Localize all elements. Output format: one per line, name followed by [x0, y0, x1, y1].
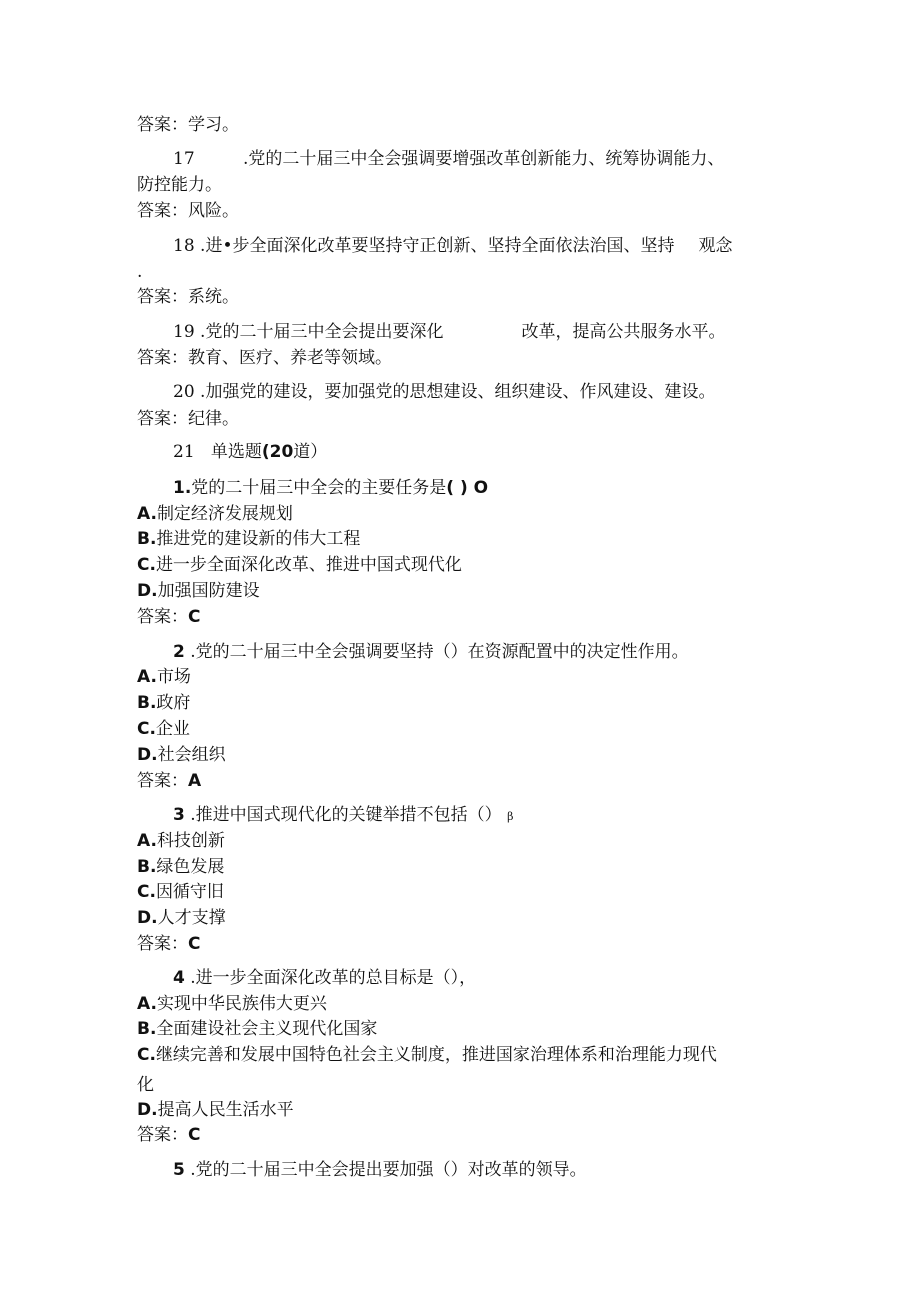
option-text: 提高人民生活水平	[157, 1100, 294, 1120]
q17-answer: 答案：风险。	[137, 201, 239, 221]
option-label: B.	[137, 1019, 157, 1039]
option-text: 推进党的建设新的伟大工程	[156, 529, 361, 549]
option-text: 绿色发展	[156, 857, 225, 877]
mc-q3-number: 3	[173, 805, 185, 825]
mc-q1	[173, 477, 488, 499]
option-label: A.	[137, 504, 157, 524]
section-heading	[173, 441, 327, 463]
mc-q4-option-c	[137, 1044, 717, 1066]
mc-q1-option-b	[137, 528, 360, 550]
mc-q4	[173, 967, 476, 989]
option-text: 人才支撑	[157, 908, 226, 928]
mc-q3-trail: β	[507, 810, 514, 823]
option-label: D.	[137, 581, 158, 601]
mc-q1-paren: ( ) O	[446, 478, 489, 498]
mc-q1-text: 党的二十届三中全会的主要任务是	[191, 478, 447, 498]
section-number: 21	[173, 442, 195, 462]
mc-q2-option-c	[137, 718, 190, 740]
q17-text: .党的二十届三中全会强调要增强改革创新能力、统筹协调能力、	[243, 149, 725, 169]
mc-q4-option-c-cont: 化	[137, 1075, 154, 1095]
mc-q2-text: .党的二十届三中全会强调要坚持（）在资源配置中的决定性作用。	[190, 642, 689, 662]
mc-q3-option-b	[137, 856, 224, 878]
mc-q1-option-d	[137, 580, 260, 602]
answer-value: C	[188, 934, 201, 954]
q20-question	[173, 381, 715, 403]
q19-question	[173, 321, 725, 343]
option-label: C.	[137, 882, 156, 902]
answer-label: 答案：	[137, 1125, 188, 1145]
mc-q2	[173, 641, 689, 663]
section-count: (20	[261, 442, 294, 462]
mc-q1-answer	[137, 606, 200, 628]
option-text: 社会组织	[157, 745, 226, 765]
q20-number: 20	[173, 382, 195, 402]
mc-q2-answer	[137, 770, 201, 792]
option-text: 政府	[156, 693, 191, 713]
option-label: D.	[137, 745, 158, 765]
q17-number: 17	[173, 149, 195, 169]
mc-q4-option-d	[137, 1099, 294, 1121]
q16-answer: 答案：学习。	[137, 115, 239, 135]
mc-q3-option-d	[137, 907, 226, 929]
mc-q3	[173, 804, 513, 828]
option-text: 科技创新	[156, 831, 225, 851]
option-text: 市场	[156, 667, 191, 687]
option-label: B.	[137, 857, 157, 877]
mc-q4-text: .进一步全面深化改革的总目标是（），	[190, 968, 477, 988]
option-text: 继续完善和发展中国特色社会主义制度，推进国家治理体系和治理能力现代	[155, 1045, 717, 1065]
option-label: D.	[137, 908, 158, 928]
option-text: 实现中华民族伟大更兴	[156, 994, 327, 1014]
mc-q5-number: 5	[173, 1160, 185, 1180]
answer-value: C	[188, 1125, 201, 1145]
q20-text: .加强党的建设，要加强党的思想建设、组织建设、作风建设、建设。	[200, 382, 716, 402]
mc-q5	[173, 1159, 587, 1181]
answer-value: A	[188, 771, 202, 791]
section-title: 单选题	[210, 442, 262, 462]
mc-q4-option-b	[137, 1018, 377, 1040]
option-text: 企业	[155, 719, 190, 739]
mc-q1-option-c	[137, 554, 462, 576]
option-label: A.	[137, 994, 157, 1014]
mc-q1-number: 1.	[173, 478, 192, 498]
answer-label: 答案：	[137, 607, 188, 627]
option-label: D.	[137, 1100, 158, 1120]
mc-q4-option-a	[137, 993, 327, 1015]
option-label: A.	[137, 831, 157, 851]
option-text: 加强国防建设	[157, 581, 260, 601]
q20-answer: 答案：纪律。	[137, 409, 239, 429]
q18-question	[173, 235, 732, 257]
option-text: 全面建设社会主义现代化国家	[156, 1019, 378, 1039]
mc-q3-option-c	[137, 881, 224, 903]
q19-text-end: 改革，提高公共服务水平。	[521, 322, 726, 342]
mc-q2-option-b	[137, 692, 190, 714]
section-count-unit: 道）	[293, 442, 328, 462]
option-text: 进一步全面深化改革、推进中国式现代化	[155, 555, 462, 575]
q17-question	[173, 148, 724, 170]
q18-answer: 答案：系统。	[137, 287, 239, 307]
q17-question-cont: 防控能力。	[137, 175, 222, 195]
mc-q2-option-a	[137, 666, 191, 688]
mc-q3-answer	[137, 933, 200, 955]
q18-text-end: 观念	[698, 236, 733, 256]
answer-label: 答案：	[137, 934, 188, 954]
mc-q3-option-a	[137, 830, 225, 852]
option-text: 制定经济发展规划	[156, 504, 293, 524]
q18-text: .进•步全面深化改革要坚持守正创新、坚持全面依法治国、坚持	[200, 236, 675, 256]
option-label: C.	[137, 555, 156, 575]
option-label: B.	[137, 693, 157, 713]
mc-q5-text: .党的二十届三中全会提出要加强（）对改革的领导。	[190, 1160, 587, 1180]
mc-q4-answer	[137, 1124, 200, 1146]
option-label: C.	[137, 1045, 156, 1065]
option-label: A.	[137, 667, 157, 687]
q19-text: .党的二十届三中全会提出要深化	[200, 322, 444, 342]
mc-q3-text: .推进中国式现代化的关键举措不包括（）	[190, 805, 502, 825]
q18-number: 18	[173, 236, 195, 256]
option-text: 因循守旧	[155, 882, 224, 902]
mc-q4-number: 4	[173, 968, 185, 988]
answer-value: C	[188, 607, 201, 627]
q19-answer: 答案：教育、医疗、养老等领域。	[137, 348, 392, 368]
mc-q1-option-a	[137, 503, 293, 525]
q19-number: 19	[173, 322, 195, 342]
mc-q2-number: 2	[173, 642, 185, 662]
q18-question-cont: .	[137, 262, 143, 282]
option-label: B.	[137, 529, 157, 549]
answer-label: 答案：	[137, 771, 188, 791]
mc-q2-option-d	[137, 744, 226, 766]
option-label: C.	[137, 719, 156, 739]
